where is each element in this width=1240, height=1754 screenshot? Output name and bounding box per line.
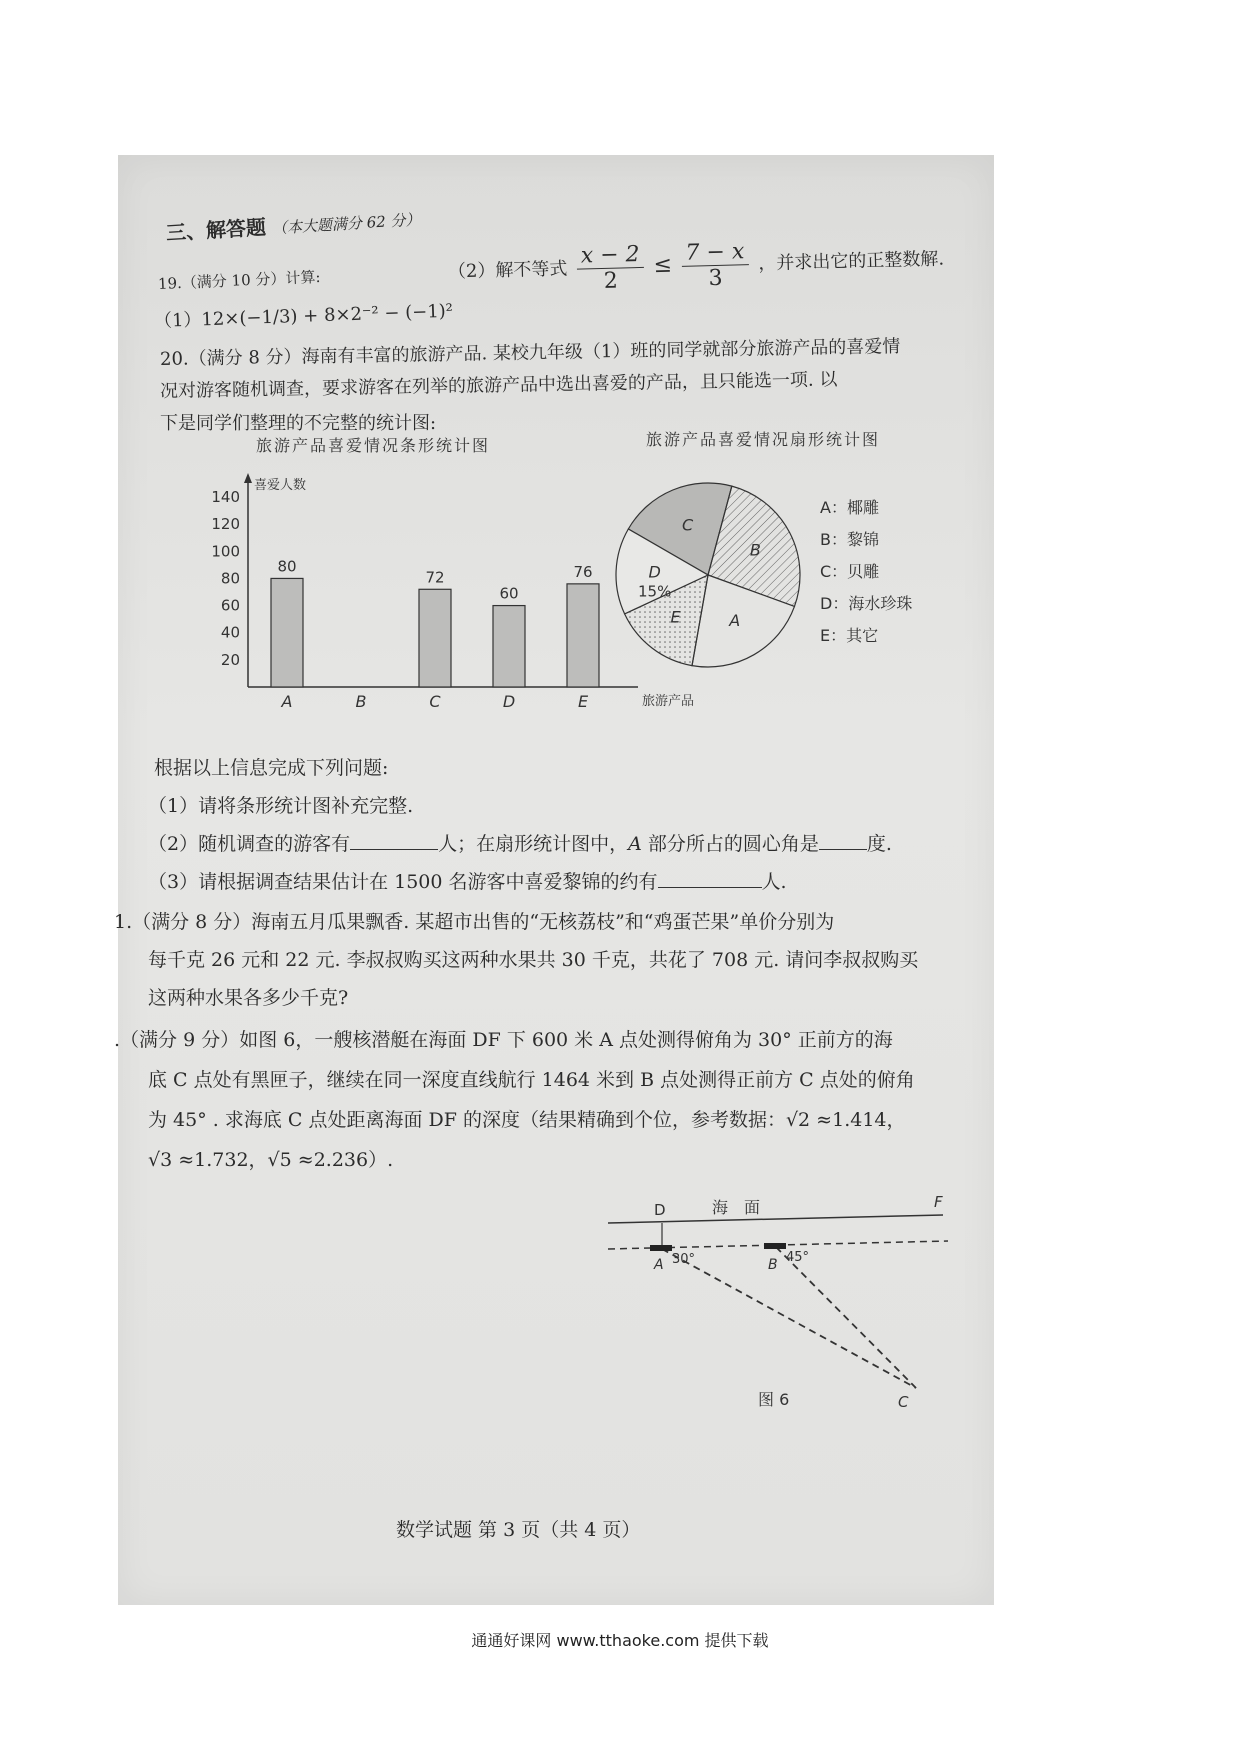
q19-label: 19.（满分 10 分）计算:: [157, 267, 321, 293]
bar-y-label: 喜爱人数: [254, 478, 307, 493]
submarine-a-icon: [650, 1245, 672, 1251]
pie-legend-item: E：其它: [820, 626, 879, 645]
bar-value-label: 60: [499, 584, 519, 603]
pie-legend-item: C：贝雕: [820, 562, 880, 581]
pie-slice-label: A: [729, 611, 741, 631]
answer-blank-visitors[interactable]: [350, 831, 438, 850]
pie-chart: [608, 475, 948, 695]
q21-line3: 这两种水果各多少千克?: [148, 987, 349, 1009]
q20-sub1: （1）请将条形统计图补充完整.: [148, 795, 414, 817]
bar-y-tick-label: 140: [211, 488, 240, 506]
bar-y-tick-label: 60: [220, 596, 240, 615]
q20-sub2c: A: [628, 833, 642, 855]
q19-leq: ≤: [653, 252, 673, 279]
pie-slice-label: D: [648, 562, 661, 582]
figure-6-diagram: [598, 1193, 958, 1413]
q20-sub3: [148, 867, 787, 894]
download-watermark: 通通好课网 www.tthaoke.com 提供下载: [471, 1631, 769, 1650]
q20-sub2e: 度.: [866, 833, 892, 855]
q20-sub2a: （2）随机调查的游客有: [148, 833, 351, 855]
q20-sub2: [148, 829, 892, 856]
q22-line3: 为 45° . 求海底 C 点处距离海面 DF 的深度（结果精确到个位，参考数据：√2 ≈1.414，: [148, 1109, 906, 1131]
fig-caption: 图 6: [758, 1390, 790, 1409]
pie-slice-label: C: [681, 515, 694, 535]
fig-label-b: B: [768, 1257, 778, 1273]
bar-value-label: 80: [277, 557, 297, 576]
q19-part2-prefix: （2）解不等式: [447, 258, 568, 283]
pie-legend-item: A：椰雕: [820, 498, 879, 517]
exam-page-photo: [114, 155, 994, 1605]
q20-sub3b: 人.: [761, 871, 787, 893]
q19-frac1-den: 2: [603, 268, 619, 294]
q20-sub2b: 人；在扇形统计图中，: [438, 833, 629, 855]
section-title: 三、解答题: [165, 214, 267, 245]
bar-category-label: D: [502, 692, 516, 711]
sightline-bc: [776, 1247, 916, 1388]
q19-fraction-right: [681, 239, 749, 292]
pie-slice-label: E: [670, 607, 681, 627]
bar-category-label: B: [355, 692, 367, 711]
exam-page-footer: 数学试题 第 3 页（共 4 页）: [396, 1519, 641, 1541]
q19-part1: （1）12×(−1/3) + 8×2⁻² − (−1)²: [153, 300, 454, 332]
q22-line1: .（满分 9 分）如图 6，一艘核潜艇在海面 DF 下 600 米 A 点处测得俯角为 30° 正前方的海: [114, 1029, 893, 1051]
bar-value-label: 72: [425, 568, 445, 587]
fig-angle-45: 45°: [786, 1250, 810, 1265]
fig-label-a: A: [654, 1257, 664, 1273]
q19-part2-suffix: ，并求出它的正整数解.: [758, 248, 945, 275]
bar-y-tick-label: 80: [220, 569, 240, 588]
q20-sub2d: 部分所占的圆心角是: [641, 833, 819, 855]
q21-line1: 1.（满分 8 分）海南五月瓜果飘香. 某超市出售的“无核荔枝”和“鸡蛋芒果”单价分别为: [114, 911, 835, 933]
bar-y-tick-label: 100: [211, 542, 240, 561]
bar-y-tick-label: 20: [220, 650, 240, 669]
q22-line4: √3 ≈1.732，√5 ≈2.236）.: [148, 1149, 394, 1171]
bar-E: [567, 584, 599, 687]
fig-label-d: D: [654, 1201, 666, 1219]
pie-legend-item: B：黎锦: [820, 530, 879, 549]
q20-line2: 况对游客随机调查，要求游客在列举的旅游产品中选出喜爱的产品，且只能选一项. 以: [159, 369, 838, 402]
q19-frac1-num: x − 2: [576, 242, 643, 270]
pie-slice-percent: 15%: [638, 582, 672, 601]
bar-x-label: 旅游产品: [642, 694, 695, 709]
q19-part2: [447, 234, 944, 298]
fig-label-c: C: [898, 1393, 909, 1411]
q19-frac2-den: 3: [708, 265, 723, 292]
pie-slice-label: B: [749, 540, 761, 560]
bar-y-tick-label: 40: [220, 623, 240, 642]
q21-line2: 每千克 26 元和 22 元. 李叔叔购买这两种水果共 30 千克，共花了 708 元. 请问李叔叔购买: [148, 949, 919, 971]
bar-y-axis-arrow: [244, 473, 252, 483]
bar-category-label: C: [429, 692, 441, 711]
q19-frac2-num: 7 − x: [681, 239, 748, 267]
bar-C: [419, 589, 451, 687]
bar-y-tick-label: 120: [211, 515, 240, 534]
section-header: [165, 201, 421, 245]
fig-angle-30: 30°: [672, 1252, 696, 1267]
bar-value-label: 76: [573, 562, 593, 581]
sightline-ac: [662, 1249, 916, 1388]
fig-label-f: F: [934, 1193, 943, 1211]
answer-blank-estimate[interactable]: [658, 869, 762, 888]
q20-prompt: 根据以上信息完成下列问题:: [154, 757, 389, 779]
bar-category-label: A: [281, 692, 293, 711]
bar-D: [493, 606, 525, 687]
section-note: （本大题满分 62 分）: [271, 210, 421, 238]
bar-category-label: E: [577, 692, 589, 711]
fig-label-sea: 海 面: [712, 1198, 761, 1217]
q20-line3: 下是同学们整理的不完整的统计图:: [160, 413, 437, 434]
submarine-b-icon: [764, 1243, 786, 1249]
q20-line1: 20.（满分 8 分）海南有丰富的旅游产品. 某校九年级（1）班的同学就部分旅游产品的喜爱情: [159, 336, 901, 370]
q19-fraction-left: [576, 242, 644, 295]
q20-sub3a: （3）请根据调查结果估计在 1500 名游客中喜爱黎锦的约有: [148, 871, 658, 893]
bar-A: [271, 578, 303, 687]
pie-legend-item: D：海水珍珠: [820, 594, 913, 613]
bar-chart-title: 旅游产品喜爱情况条形统计图: [256, 436, 491, 455]
q22-line2: 底 C 点处有黑匣子，继续在同一深度直线航行 1464 米到 B 点处测得正前方 C 点处的俯角: [148, 1069, 915, 1091]
pie-chart-title: 旅游产品喜爱情况扇形统计图: [646, 430, 881, 449]
answer-blank-angle[interactable]: [819, 831, 867, 850]
